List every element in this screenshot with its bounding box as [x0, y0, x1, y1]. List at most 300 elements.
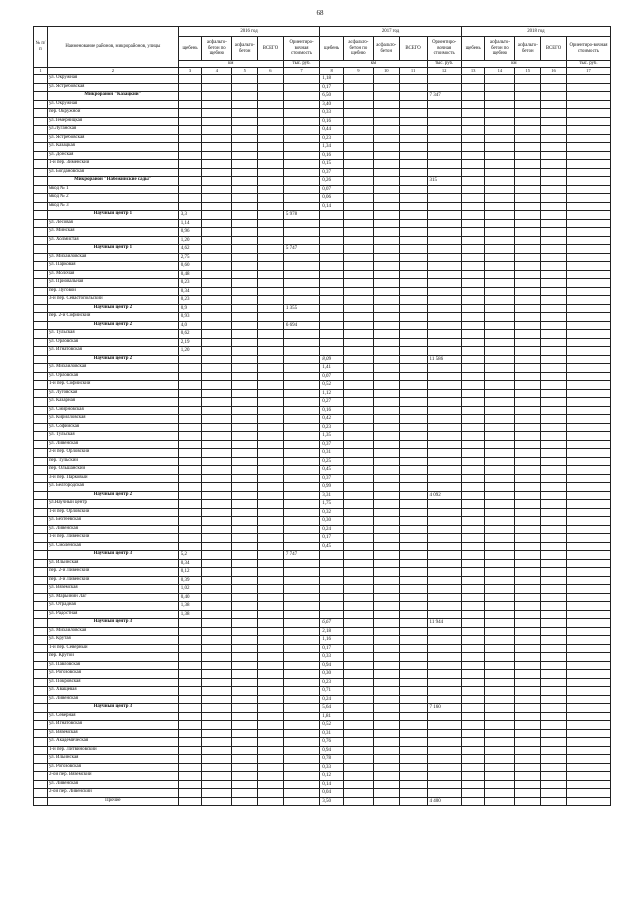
cell-col-14 [485, 236, 515, 245]
table-row [34, 738, 611, 747]
table-row [34, 109, 611, 118]
cell-col-11 [399, 712, 427, 721]
cell-col-6 [258, 177, 284, 186]
cell-col-11 [399, 721, 427, 730]
cell-col-10 [373, 585, 399, 594]
cell-col-8: 0,25 [320, 457, 344, 466]
table-row [34, 151, 611, 160]
cell-col-10 [373, 746, 399, 755]
cell-col-15 [515, 432, 541, 441]
cell-col-12 [427, 126, 461, 135]
cell-col-14 [485, 729, 515, 738]
cell-col-3: 4,62 [178, 245, 202, 254]
cell-col-1 [34, 245, 48, 254]
cell-col-13 [461, 576, 485, 585]
cell-col-13 [461, 92, 485, 101]
cell-col-5 [232, 177, 258, 186]
header-year-2018: 2018 год [461, 27, 610, 37]
cell-col-1 [34, 296, 48, 305]
cell-col-5 [232, 168, 258, 177]
cell-col-13 [461, 117, 485, 126]
table-row [34, 593, 611, 602]
cell-col-10 [373, 474, 399, 483]
cell-col-8: 0,31 [320, 729, 344, 738]
cell-col-6 [258, 695, 284, 704]
cell-col-3 [178, 797, 202, 806]
cell-col-5 [232, 406, 258, 415]
cell-col-9 [343, 500, 373, 509]
street-name: 1-й пер. Софийский [47, 381, 178, 390]
cell-col-11 [399, 75, 427, 84]
cell-col-8 [320, 296, 344, 305]
cell-col-1 [34, 321, 48, 330]
cell-col-4 [202, 508, 232, 517]
cell-col-17 [566, 517, 610, 526]
cell-col-8: 0,24 [320, 525, 344, 534]
cell-col-17 [566, 551, 610, 560]
cell-col-5 [232, 695, 258, 704]
cell-col-5 [232, 721, 258, 730]
cell-col-3 [178, 202, 202, 211]
cell-col-11 [399, 704, 427, 713]
cell-col-1 [34, 228, 48, 237]
cell-col-4 [202, 457, 232, 466]
cell-col-15 [515, 168, 541, 177]
cell-col-17 [566, 619, 610, 628]
cell-col-3: 2,75 [178, 253, 202, 262]
cell-col-8: 0,14 [320, 780, 344, 789]
cell-col-15 [515, 457, 541, 466]
cell-col-14 [485, 406, 515, 415]
cell-col-8 [320, 585, 344, 594]
cell-col-17 [566, 602, 610, 611]
cell-col-17 [566, 466, 610, 475]
cell-col-11 [399, 619, 427, 628]
table-row [34, 406, 611, 415]
cell-col-3 [178, 381, 202, 390]
table-row [34, 134, 611, 143]
cell-col-9 [343, 602, 373, 611]
cell-col-17 [566, 279, 610, 288]
cell-col-6 [258, 678, 284, 687]
cell-col-16 [541, 338, 567, 347]
cell-col-3 [178, 415, 202, 424]
cell-col-11 [399, 627, 427, 636]
cell-col-13 [461, 100, 485, 109]
cell-col-16 [541, 755, 567, 764]
cell-col-14 [485, 126, 515, 135]
cell-col-1 [34, 636, 48, 645]
table-row [34, 729, 611, 738]
cell-col-8: 0,32 [320, 508, 344, 517]
cell-col-9 [343, 253, 373, 262]
cell-col-4 [202, 143, 232, 152]
cell-col-5 [232, 194, 258, 203]
cell-col-12 [427, 321, 461, 330]
cell-col-5 [232, 678, 258, 687]
cell-col-11 [399, 194, 427, 203]
cell-col-15 [515, 398, 541, 407]
cell-col-5 [232, 670, 258, 679]
cell-col-14 [485, 619, 515, 628]
cell-col-9 [343, 491, 373, 500]
cell-col-7 [283, 168, 319, 177]
cell-col-17 [566, 780, 610, 789]
cell-col-14 [485, 687, 515, 696]
cell-col-16 [541, 721, 567, 730]
cell-col-8: 0,12 [320, 772, 344, 781]
cell-col-3 [178, 185, 202, 194]
cell-col-12 [427, 729, 461, 738]
cell-col-15 [515, 423, 541, 432]
cell-col-5 [232, 185, 258, 194]
cell-col-4 [202, 474, 232, 483]
cell-col-9 [343, 593, 373, 602]
cell-col-10 [373, 160, 399, 169]
cell-col-10 [373, 202, 399, 211]
cell-col-6 [258, 160, 284, 169]
cell-col-11 [399, 789, 427, 798]
cell-col-15 [515, 474, 541, 483]
cell-col-1 [34, 202, 48, 211]
cell-col-8: 0,37 [320, 168, 344, 177]
cell-col-14 [485, 432, 515, 441]
cell-col-14 [485, 508, 515, 517]
column-index: 17 [566, 68, 610, 75]
cell-col-7 [283, 151, 319, 160]
cell-col-14 [485, 772, 515, 781]
cell-col-8: 0,37 [320, 440, 344, 449]
cell-col-1 [34, 491, 48, 500]
cell-col-9 [343, 551, 373, 560]
street-name: ул. Богдановская [47, 168, 178, 177]
cell-col-11 [399, 466, 427, 475]
cell-col-16 [541, 245, 567, 254]
street-name: ул. Покровская [47, 678, 178, 687]
cell-col-8: 1,12 [320, 389, 344, 398]
cell-col-8 [320, 330, 344, 339]
cell-col-15 [515, 321, 541, 330]
table-row [34, 117, 611, 126]
cell-col-12 [427, 670, 461, 679]
cell-col-1 [34, 593, 48, 602]
cell-col-1 [34, 755, 48, 764]
cell-col-7 [283, 653, 319, 662]
cell-col-17 [566, 687, 610, 696]
cell-col-17 [566, 568, 610, 577]
cell-col-14 [485, 534, 515, 543]
cell-col-9 [343, 432, 373, 441]
section-row [34, 491, 611, 500]
cell-col-7 [283, 236, 319, 245]
cell-col-16 [541, 542, 567, 551]
cell-col-16 [541, 449, 567, 458]
street-name: ул. Марьинин Лаг [47, 593, 178, 602]
cell-col-7 [283, 389, 319, 398]
cell-col-10 [373, 355, 399, 364]
cell-col-15 [515, 483, 541, 492]
street-name: Научный центр 3 [47, 551, 178, 560]
cell-col-10 [373, 270, 399, 279]
cell-col-1 [34, 168, 48, 177]
cell-col-4 [202, 551, 232, 560]
cell-col-3 [178, 695, 202, 704]
cell-col-12 [427, 330, 461, 339]
cell-col-17 [566, 194, 610, 203]
cell-col-3 [178, 661, 202, 670]
cell-col-5 [232, 287, 258, 296]
cell-col-15 [515, 262, 541, 271]
cell-col-4 [202, 83, 232, 92]
street-name: ул. Орловская [47, 372, 178, 381]
cell-col-7 [283, 789, 319, 798]
cell-col-1 [34, 525, 48, 534]
cell-col-14 [485, 338, 515, 347]
cell-col-15 [515, 177, 541, 186]
cell-col-3: 0,60 [178, 262, 202, 271]
cell-col-3 [178, 83, 202, 92]
cell-col-5 [232, 500, 258, 509]
cell-col-17 [566, 406, 610, 415]
cell-col-5 [232, 627, 258, 636]
cell-col-12: 4 092 [427, 491, 461, 500]
cell-col-15 [515, 789, 541, 798]
table-row [34, 653, 611, 662]
cell-col-3: 1,38 [178, 610, 202, 619]
cell-col-10 [373, 279, 399, 288]
cell-col-13 [461, 194, 485, 203]
street-name: ул. Игнатовская [47, 721, 178, 730]
cell-col-8: 6,67 [320, 619, 344, 628]
cell-col-7 [283, 627, 319, 636]
street-name: ул. Приовальная [47, 279, 178, 288]
cell-col-7 [283, 160, 319, 169]
cell-col-3 [178, 134, 202, 143]
cell-col-14 [485, 738, 515, 747]
cell-col-15 [515, 287, 541, 296]
cell-col-10 [373, 678, 399, 687]
cell-col-4 [202, 270, 232, 279]
cell-col-4 [202, 466, 232, 475]
cell-col-6 [258, 92, 284, 101]
street-name: ул.Темерницкая [47, 117, 178, 126]
cell-col-5 [232, 415, 258, 424]
cell-col-10 [373, 75, 399, 84]
cell-col-10 [373, 109, 399, 118]
cell-col-3: 0,23 [178, 279, 202, 288]
table-row [34, 287, 611, 296]
cell-col-17 [566, 177, 610, 186]
section-row [34, 211, 611, 220]
cell-col-15 [515, 330, 541, 339]
cell-col-6 [258, 372, 284, 381]
cell-col-10 [373, 491, 399, 500]
cell-col-1 [34, 415, 48, 424]
cell-col-17 [566, 321, 610, 330]
column-index: 16 [541, 68, 567, 75]
cell-col-4 [202, 653, 232, 662]
cell-col-16 [541, 287, 567, 296]
cell-col-1 [34, 746, 48, 755]
cell-col-5 [232, 568, 258, 577]
cell-col-16 [541, 423, 567, 432]
cell-col-3 [178, 746, 202, 755]
table-row [34, 602, 611, 611]
header-unit-km: км [178, 61, 283, 68]
table-row [34, 100, 611, 109]
cell-col-16 [541, 517, 567, 526]
cell-col-8: 0,71 [320, 687, 344, 696]
table-row [34, 483, 611, 492]
cell-col-6 [258, 219, 284, 228]
cell-col-5 [232, 313, 258, 322]
cell-col-7 [283, 687, 319, 696]
cell-col-7 [283, 746, 319, 755]
cell-col-10 [373, 551, 399, 560]
cell-col-17 [566, 270, 610, 279]
cell-col-16 [541, 687, 567, 696]
table-row [34, 202, 611, 211]
cell-col-1 [34, 355, 48, 364]
cell-col-13 [461, 338, 485, 347]
cell-col-13 [461, 755, 485, 764]
cell-col-13 [461, 219, 485, 228]
cell-col-12 [427, 185, 461, 194]
cell-col-14 [485, 287, 515, 296]
cell-col-5 [232, 491, 258, 500]
cell-col-16 [541, 491, 567, 500]
cell-col-13 [461, 279, 485, 288]
cell-col-6 [258, 644, 284, 653]
cell-col-3 [178, 168, 202, 177]
header-unit-cost: тыс. руб. [283, 61, 319, 68]
cell-col-13 [461, 517, 485, 526]
cell-col-11 [399, 253, 427, 262]
cell-col-3 [178, 372, 202, 381]
table-row [34, 143, 611, 152]
cell-col-9 [343, 483, 373, 492]
table-row [34, 330, 611, 339]
cell-col-4 [202, 525, 232, 534]
street-name: Микрорайон "Набежинские сады" [47, 177, 178, 186]
street-name: ул. Северная [47, 712, 178, 721]
cell-col-7 [283, 347, 319, 356]
cell-col-9 [343, 262, 373, 271]
cell-col-15 [515, 296, 541, 305]
header-asphalt: асфальто-бетон [232, 37, 258, 61]
cell-col-1 [34, 610, 48, 619]
cell-col-3 [178, 483, 202, 492]
cell-col-4 [202, 746, 232, 755]
cell-col-16 [541, 474, 567, 483]
cell-col-12 [427, 313, 461, 322]
cell-col-15 [515, 559, 541, 568]
cell-col-9 [343, 627, 373, 636]
cell-col-8: 0,52 [320, 721, 344, 730]
cell-col-12 [427, 364, 461, 373]
cell-col-11 [399, 330, 427, 339]
table-row [34, 168, 611, 177]
cell-col-10 [373, 500, 399, 509]
cell-col-7 [283, 75, 319, 84]
cell-col-16 [541, 627, 567, 636]
cell-col-16 [541, 568, 567, 577]
cell-col-6 [258, 585, 284, 594]
cell-col-15 [515, 389, 541, 398]
table-row [34, 262, 611, 271]
cell-col-11 [399, 542, 427, 551]
cell-col-3 [178, 151, 202, 160]
cell-col-15 [515, 372, 541, 381]
table-row [34, 347, 611, 356]
cell-col-3: 1,20 [178, 236, 202, 245]
cell-col-3: 0,34 [178, 559, 202, 568]
street-name: ул. Хващевая [47, 687, 178, 696]
cell-col-10 [373, 738, 399, 747]
cell-col-13 [461, 525, 485, 534]
cell-col-9 [343, 619, 373, 628]
cell-col-3: 0,34 [178, 287, 202, 296]
cell-col-7 [283, 372, 319, 381]
cell-col-6 [258, 704, 284, 713]
cell-col-9 [343, 185, 373, 194]
cell-col-14 [485, 525, 515, 534]
table-row [34, 279, 611, 288]
cell-col-7 [283, 296, 319, 305]
cell-col-5 [232, 355, 258, 364]
cell-col-15 [515, 534, 541, 543]
cell-col-12 [427, 406, 461, 415]
cell-col-17 [566, 92, 610, 101]
header-asphalt-on-gravel: асфальто-бетон по щебню [202, 37, 232, 61]
cell-col-13 [461, 466, 485, 475]
cell-col-15 [515, 194, 541, 203]
cell-col-13 [461, 772, 485, 781]
cell-col-8: 0,45 [320, 466, 344, 475]
cell-col-6 [258, 517, 284, 526]
street-name: ул. Смирновская [47, 406, 178, 415]
cell-col-5 [232, 109, 258, 118]
cell-col-8: 0,23 [320, 423, 344, 432]
cell-col-12 [427, 219, 461, 228]
cell-col-3 [178, 75, 202, 84]
cell-col-17 [566, 389, 610, 398]
cell-col-4 [202, 559, 232, 568]
cell-col-6 [258, 75, 284, 84]
cell-col-3 [178, 763, 202, 772]
cell-col-6 [258, 270, 284, 279]
cell-col-10 [373, 228, 399, 237]
cell-col-13 [461, 551, 485, 560]
table-row [34, 585, 611, 594]
cell-col-11 [399, 279, 427, 288]
cell-col-8 [320, 568, 344, 577]
cell-col-13 [461, 636, 485, 645]
table-row [34, 83, 611, 92]
cell-col-16 [541, 109, 567, 118]
cell-col-7 [283, 440, 319, 449]
cell-col-13 [461, 126, 485, 135]
cell-col-16 [541, 729, 567, 738]
cell-col-17 [566, 593, 610, 602]
table-row [34, 415, 611, 424]
cell-col-11 [399, 185, 427, 194]
cell-col-14 [485, 194, 515, 203]
cell-col-9 [343, 211, 373, 220]
cell-col-4 [202, 423, 232, 432]
cell-col-14 [485, 789, 515, 798]
cell-col-5 [232, 236, 258, 245]
